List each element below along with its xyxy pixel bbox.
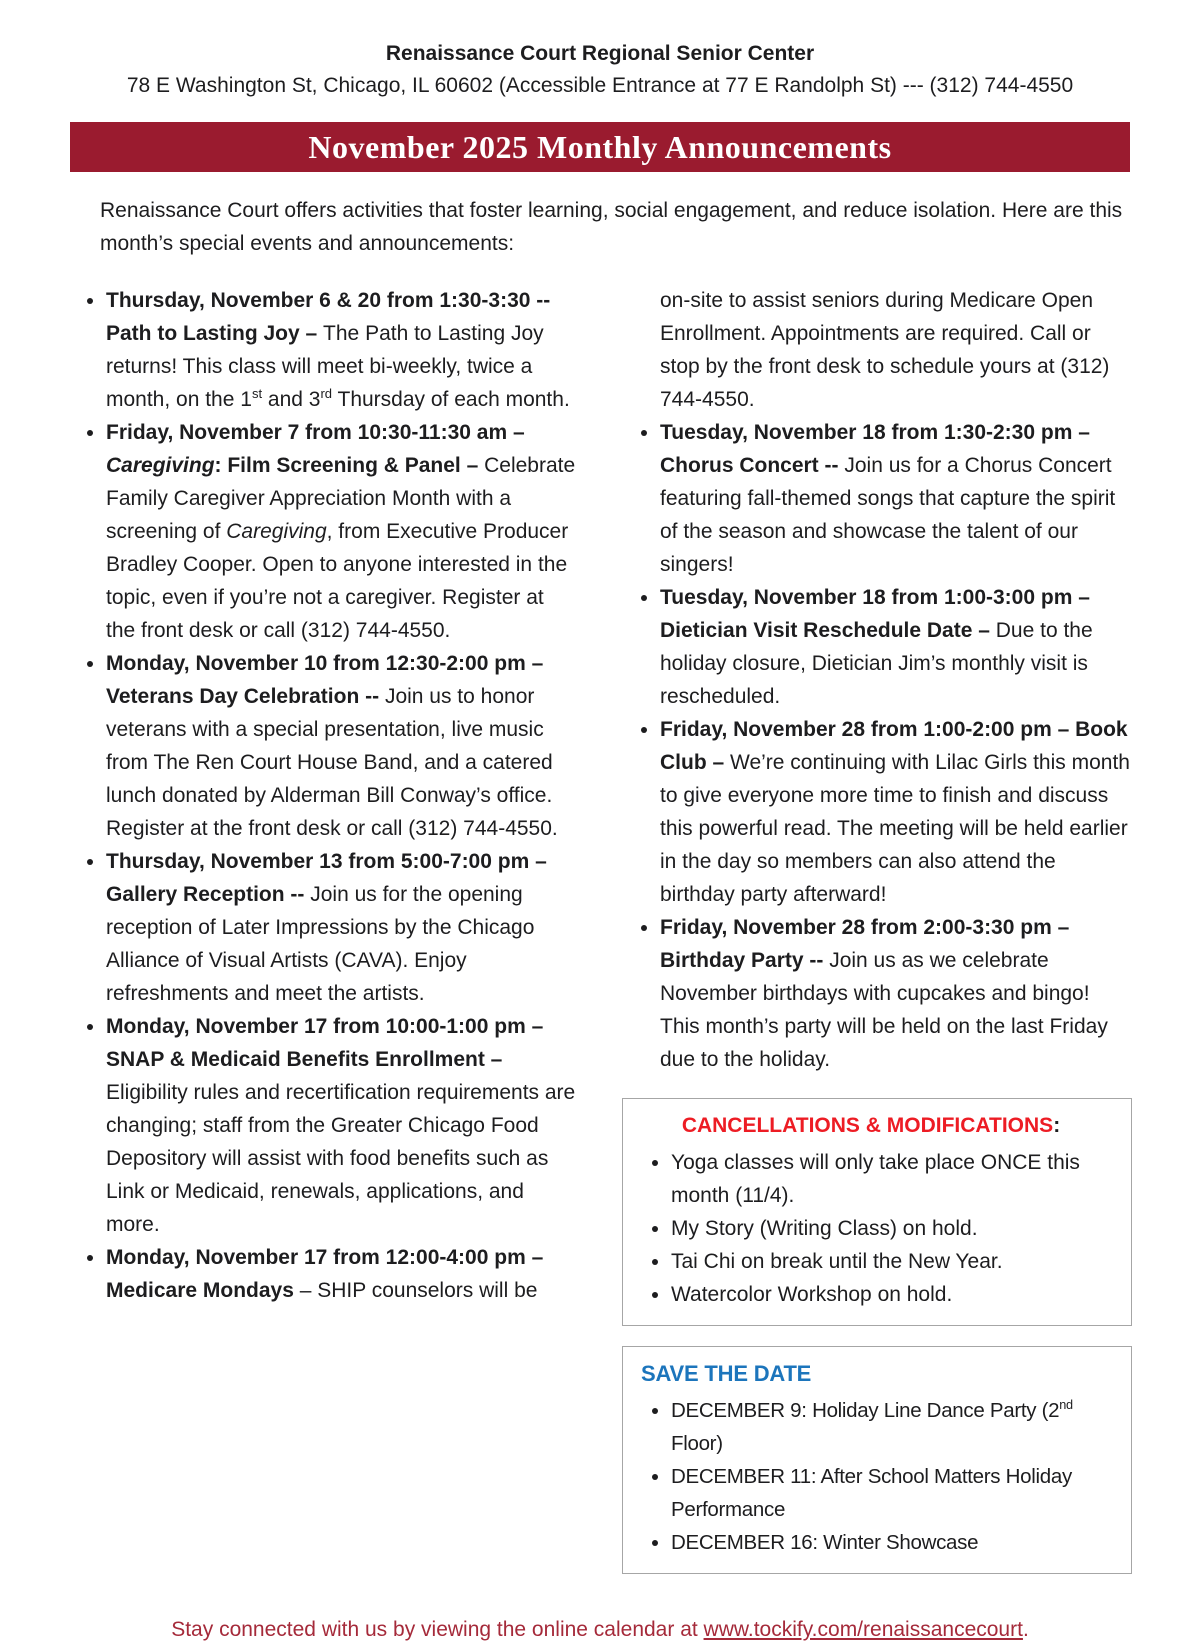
events-list-left: [68, 284, 578, 1307]
calendar-link[interactable]: www.tockify.com/renaissancecourt: [703, 1618, 1023, 1641]
cancellations-title: CANCELLATIONS & MODIFICATIONS:: [681, 1114, 1061, 1137]
save-the-date-list: [627, 1394, 1115, 1559]
save-the-date-item: • DECEMBER 9: Holiday Line Dance Party (2nd Floor): [671, 1394, 1115, 1460]
footer-text: Stay connected with us by viewing the online calendar at: [171, 1618, 704, 1641]
save-the-date-title: SAVE THE DATE: [641, 1361, 812, 1386]
event-item: • Tuesday, November 18 from 1:00-3:00 pm – Dietician Visit Reschedule Date – Due to the holiday closure, Dietician Jim’s monthly visit is rescheduled.: [660, 581, 1132, 713]
event-item: • Tuesday, November 18 from 1:30-2:30 pm – Chorus Concert -- Join us for a Chorus Concert featuring fall-themed songs that capture the spirit of the season and showcase the talent of our singers!: [660, 416, 1132, 581]
left-column: [68, 284, 578, 1574]
cancellation-item: • Watercolor Workshop on hold.: [671, 1278, 1115, 1311]
cancellation-item: • Yoga classes will only take place ONCE this month (11/4).: [671, 1146, 1115, 1212]
event-item: • Monday, November 17 from 12:00-4:00 pm – Medicare Mondays – SHIP counselors will be: [106, 1241, 578, 1307]
center-name: Renaissance Court Regional Senior Center: [385, 42, 815, 65]
event-item: • Thursday, November 13 from 5:00-7:00 pm – Gallery Reception -- Join us for the opening reception of Later Impressions by the Chicago Alliance of Visual Artists (CAVA). Enjoy refreshments and meet the artists.: [106, 845, 578, 1010]
banner-title: November 2025 Monthly Announcements: [308, 128, 892, 165]
cancellations-list: [627, 1146, 1115, 1311]
two-column-body: [68, 284, 1132, 1574]
header: [0, 0, 1200, 98]
save-the-date-item: • DECEMBER 11: After School Matters Holiday Performance: [671, 1460, 1115, 1526]
cancellation-item: • Tai Chi on break until the New Year.: [671, 1245, 1115, 1278]
event-item: • Friday, November 7 from 10:30-11:30 am – Caregiving: Film Screening & Panel – Celebrate Family Caregiver Appreciation Month with a screening of Caregiving, from Executive Producer Bradley Cooper. Open to anyone interested in the topic, even if you’re not a caregiver. Register at the front desk or call (312) 744-4550.: [106, 416, 578, 647]
event-item: • Friday, November 28 from 2:00-3:30 pm – Birthday Party -- Join us as we celebrate November birthdays with cupcakes and bingo! This month’s party will be held on the last Friday due to the holiday.: [660, 911, 1132, 1076]
event-item: • Thursday, November 6 & 20 from 1:30-3:30 -- Path to Lasting Joy – The Path to Lasting Joy returns! This class will meet bi-weekly, twice a month, on the 1st and 3rd Thursday of each month.: [106, 284, 578, 416]
intro-paragraph: Renaissance Court offers activities that foster learning, social engagement, and reduce isolation. Here are this month’s special events and announcements:: [100, 199, 1123, 255]
event-item: • Monday, November 10 from 12:30-2:00 pm – Veterans Day Celebration -- Join us to honor veterans with a special presentation, live music from The Ren Court House Band, and a catered lunch donated by Alderman Bill Conway’s office. Register at the front desk or call (312) 744-4550.: [106, 647, 578, 845]
save-the-date-box: [622, 1346, 1132, 1574]
footer: [0, 1618, 1200, 1642]
save-the-date-item: • DECEMBER 16: Winter Showcase: [671, 1526, 1115, 1559]
event-item: • Friday, November 28 from 1:00-2:00 pm – Book Club – We’re continuing with Lilac Girls this month to give everyone more time to finish and discuss this powerful read. The meeting will be held earlier in the day so members can also attend the birthday party afterward!: [660, 713, 1132, 911]
month-banner: [70, 122, 1130, 172]
footer-period: .: [1022, 1618, 1029, 1641]
right-column: [622, 284, 1132, 1574]
events-list-right: [622, 416, 1132, 1076]
center-address: 78 E Washington St, Chicago, IL 60602 (Accessible Entrance at 77 E Randolph St) --- (312) 744-4550: [126, 74, 1074, 97]
medicare-mondays-continuation: on-site to assist seniors during Medicare Open Enrollment. Appointments are required. Call or stop by the front desk to schedule yours at (312) 744-4550.: [660, 289, 1110, 411]
cancellations-box: [622, 1098, 1132, 1326]
cancellation-item: • My Story (Writing Class) on hold.: [671, 1212, 1115, 1245]
event-item: • Monday, November 17 from 10:00-1:00 pm – SNAP & Medicaid Benefits Enrollment – Eligibility rules and recertification requirements are changing; staff from the Greater Chicago Food Depository will assist with food benefits such as Link or Medicaid, renewals, applications, and more.: [106, 1010, 578, 1241]
